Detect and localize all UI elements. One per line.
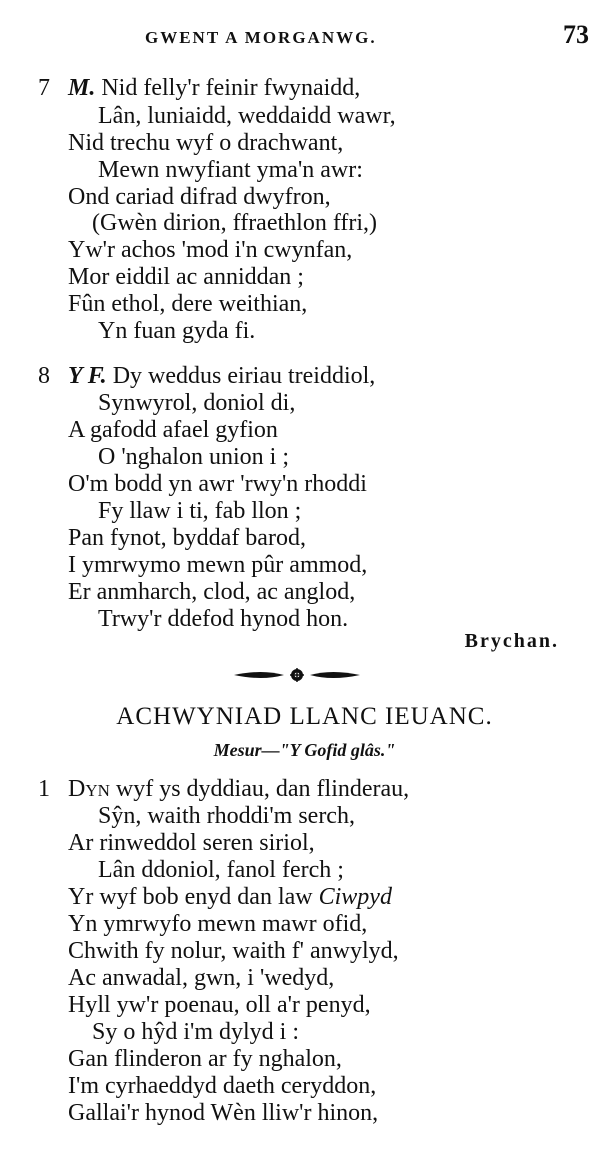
ornament-divider-icon: [232, 663, 362, 687]
verse-line: Yn ymrwyfo mewn mawr ofid,: [68, 911, 368, 937]
song-meter: [0, 740, 609, 761]
verse-line: Nid trechu wyf o drachwant,: [68, 130, 344, 156]
verse-line: Hyll yw'r poenau, oll a'r penyd,: [68, 992, 371, 1018]
verse-line: Yn fuan gyda fi.: [98, 318, 256, 344]
verse-line: Synwyrol, doniol di,: [98, 390, 296, 416]
verse-line: Pan fynot, byddaf barod,: [68, 525, 306, 551]
verse-line: Yw'r achos 'mod i'n cwynfan,: [68, 237, 353, 263]
verse-line: [68, 362, 375, 390]
meter-tune: "Y Gofid glâs.": [279, 740, 396, 760]
verse-text: Nid felly'r feinir fwynaidd,: [95, 75, 361, 101]
cupid-word: Ciwpyd: [318, 884, 392, 910]
verse-line: Lân, luniaidd, weddaidd wawr,: [98, 103, 396, 129]
verse-line: I ymrwymo mewn pûr ammod,: [68, 552, 368, 578]
verse-line: Ond cariad difrad dwyfron,: [68, 184, 331, 210]
page-header: [0, 18, 609, 58]
verse-line: Mewn nwyfiant yma'n awr:: [98, 157, 363, 183]
verse-line: Lân ddoniol, fanol ferch ;: [98, 857, 344, 883]
page-number: 73: [563, 20, 589, 49]
verse-line: Gallai'r hynod Wèn lliw'r hinon,: [68, 1100, 379, 1126]
verse-line: Ar rinweddol seren siriol,: [68, 830, 315, 856]
drop-word: Dyn: [68, 776, 110, 802]
verse-line: Er anmharch, clod, ac anglod,: [68, 579, 356, 605]
running-title: GWENT A MORGANWG.: [145, 28, 377, 47]
stanza-number: 8: [38, 363, 50, 389]
verse-line: Chwith fy nolur, waith f' anwylyd,: [68, 938, 399, 964]
verse-text: wyf ys dyddiau, dan flinderau,: [109, 776, 410, 802]
verse-line: O'm bodd yn awr 'rwy'n rhoddi: [68, 471, 367, 497]
verse-line: Fûn ethol, dere weithian,: [68, 291, 308, 317]
speaker-label: Y F.: [68, 363, 107, 389]
verse-line: [68, 74, 360, 102]
verse-line: Fy llaw i ti, fab llon ;: [98, 498, 302, 524]
speaker-label: M.: [68, 75, 96, 101]
verse-line: Sŷn, waith rhoddi'm serch,: [98, 803, 355, 829]
verse-text: Yr wyf bob enyd dan law: [68, 884, 319, 910]
stanza-number: 7: [38, 75, 50, 101]
verse-line: Ac anwadal, gwn, i 'wedyd,: [68, 965, 335, 991]
author-signature: Brychan.: [464, 630, 559, 652]
verse-line: Sy o hŷd i'm dylyd i :: [92, 1019, 300, 1045]
stanza-number: 1: [38, 776, 50, 802]
verse-line: I'm cyrhaeddyd daeth ceryddon,: [68, 1073, 377, 1099]
meter-label: Mesur—: [213, 740, 280, 760]
verse-line: A gafodd afael gyfion: [68, 417, 278, 443]
verse-text: Dy weddus eiriau treiddiol,: [106, 363, 376, 389]
verse-line: (Gwèn dirion, ffraethlon ffri,): [92, 210, 378, 236]
verse-line: Trwy'r ddefod hynod hon.: [98, 606, 349, 632]
verse-line: Gan flinderon ar fy nghalon,: [68, 1046, 342, 1072]
verse-line: O 'nghalon union i ;: [98, 444, 289, 470]
verse-line: [68, 775, 409, 803]
verse-line: Mor eiddil ac anniddan ;: [68, 264, 304, 290]
song-title: ACHWYNIAD LLANC IEUANC.: [116, 703, 493, 730]
verse-line: [68, 883, 392, 911]
